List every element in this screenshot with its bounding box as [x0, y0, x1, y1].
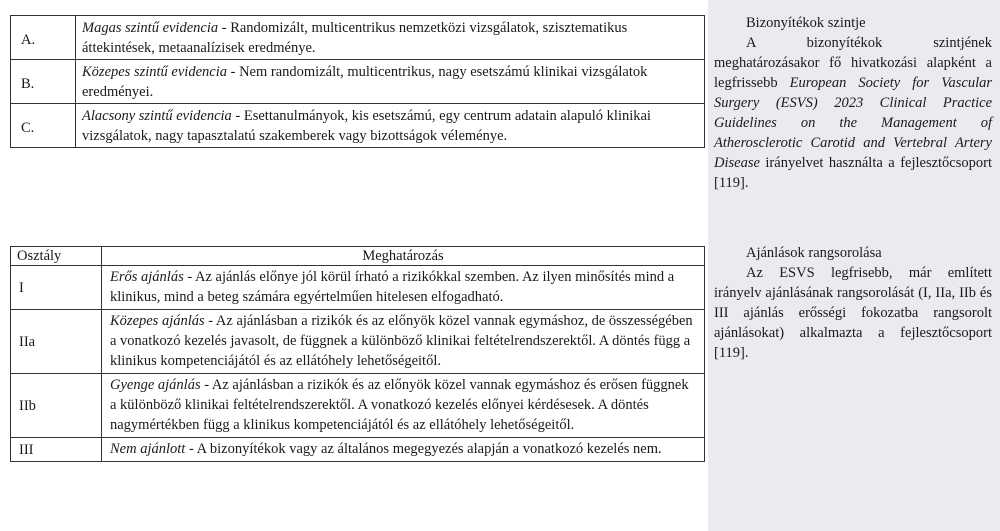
paragraph-text: A bizonyítékok szintjének meghatározásakor fő hivatkozási alapként a legfrissebb [714, 35, 992, 91]
evidence-term: Magas szintű evidencia [82, 20, 219, 36]
recommendation-class: IIa [11, 310, 102, 374]
evidence-level-heading: Bizonyítékok szintje [746, 15, 866, 31]
evidence-code: B. [11, 60, 76, 104]
recommendation-term: Közepes ajánlás [110, 313, 205, 329]
evidence-description [76, 104, 705, 148]
evidence-code: A. [11, 16, 76, 60]
recommendation-text: - A bizonyítékok vagy az általános megegyezés alapján a vonatkozó kezelés nem. [185, 441, 662, 457]
recommendation-term: Nem ajánlott [110, 441, 186, 457]
recommendation-definition [102, 266, 705, 310]
evidence-code: C. [11, 104, 76, 148]
evidence-text: - Nem randomizált, multicentrikus, nagy esetszámú klinikai vizsgálatok eredményei. [82, 64, 648, 100]
evidence-level-note [714, 13, 992, 193]
recommendation-class: IIb [11, 374, 102, 438]
table-row [11, 310, 705, 374]
recommendation-ranking-note [714, 243, 992, 363]
column-header-class: Osztály [11, 247, 102, 266]
recommendation-text: - Az ajánlásban a rizikók és az előnyök közel vannak egymáshoz, de összességében a vonatkozó kezelés javasolt, de függnek a különböző klinikai feltételrendszerektől. A döntés függ a klinikus kompetenciájától és az ellátóhely lehetőségeitől. [110, 313, 693, 369]
evidence-description [76, 60, 705, 104]
evidence-text: - Esettanulmányok, kis esetszámú, egy centrum adatain alapuló klinikai vizsgálatok, nagy tapasztalatú szakemberek vagy bizottságok véleménye. [82, 108, 651, 144]
recommendation-ranking-paragraph: Az ESVS legfrisebb, már említett irányelv ajánlásának rangsorolását (I, IIa, IIb és III ajánlás erősségi fokozatba rangsorolt ajánlásokat) alkalmazta a fejlesztőcsoport [119]. [714, 265, 992, 361]
recommendation-text: - Az ajánlásban a rizikók és az előnyök közel vannak egymáshoz és erősen függnek a különböző klinikai feltételrendszerektől. A vonatkozó kezelés előnyei kérdésesek. A döntés nagymértékben függ a klinikus kompetenciájától és az ellátóhely lehetőségeitől. [110, 377, 689, 433]
table-row [11, 60, 705, 104]
table-row [11, 266, 705, 310]
recommendation-definition [102, 374, 705, 438]
recommendation-class: I [11, 266, 102, 310]
paragraph-text: irányelvet használta a fejlesztőcsoport [119]. [714, 155, 992, 191]
evidence-text: - Randomizált, multicentrikus nemzetközi vizsgálatok, szisztematikus áttekintések, metaanalízisek eredménye. [82, 20, 628, 56]
recommendation-term: Erős ajánlás [110, 269, 184, 285]
recommendation-definition [102, 438, 705, 462]
table-row [11, 104, 705, 148]
evidence-level-paragraph [714, 33, 992, 193]
table-row [11, 16, 705, 60]
table-header-row [11, 247, 705, 266]
recommendation-text: - Az ajánlás előnye jól körül írható a rizikókkal szemben. Az ilyen minősítés mind a klinikus, mind a beteg számára egyértelműen hitelesen elfogadható. [110, 269, 675, 305]
recommendation-class-table [10, 246, 705, 462]
evidence-term: Alacsony szintű evidencia [82, 108, 232, 124]
guideline-title: European Society for Vascular Surgery (ESVS) 2023 Clinical Practice Guidelines on the Management of Atherosclerotic Carotid and Vertebral Artery Disease [714, 75, 992, 171]
table-row [11, 438, 705, 462]
column-header-definition: Meghatározás [102, 247, 705, 266]
recommendation-class: III [11, 438, 102, 462]
evidence-level-table [10, 15, 705, 148]
table-row [11, 374, 705, 438]
evidence-description [76, 16, 705, 60]
recommendation-term: Gyenge ajánlás [110, 377, 201, 393]
evidence-term: Közepes szintű evidencia [82, 64, 227, 80]
recommendation-ranking-heading: Ajánlások rangsorolása [746, 245, 882, 261]
recommendation-definition [102, 310, 705, 374]
